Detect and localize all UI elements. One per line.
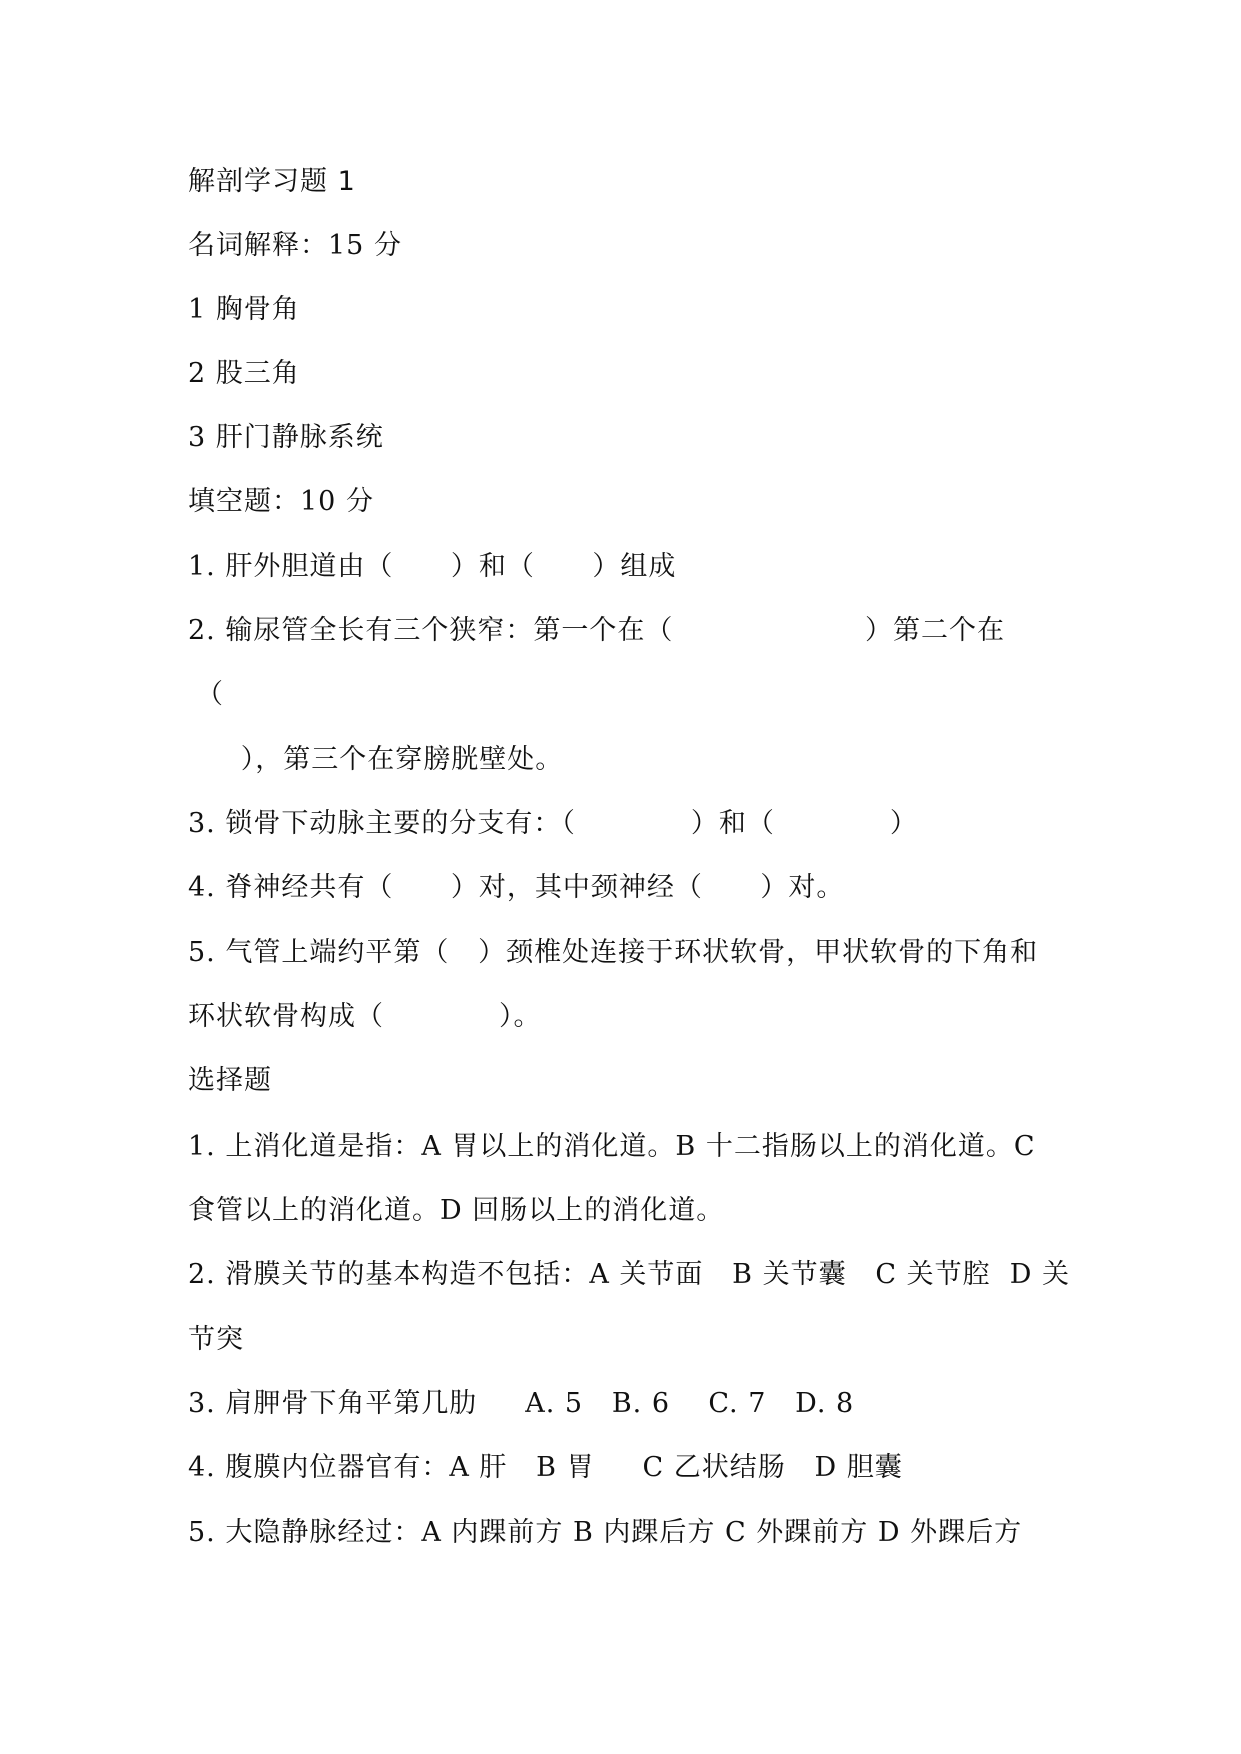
- choice-question-1-line-2: 食管以上的消化道。D 回肠以上的消化道。: [188, 1195, 725, 1226]
- fill-question-2-line-3: ），第三个在穿膀胱壁处。: [212, 744, 564, 775]
- fill-question-4: 4. 脊神经共有（ ）对，其中颈神经（ ）对。: [188, 872, 845, 903]
- term-item-2: 2 股三角: [188, 358, 300, 389]
- term-item-3: 3 肝门静脉系统: [188, 422, 384, 453]
- choice-question-4: 4. 腹膜内位器官有：A 肝 B 胃 C 乙状结肠 D 胆囊: [188, 1452, 903, 1483]
- choice-question-2-line-1: 2. 滑膜关节的基本构造不包括：A 关节面 B 关节囊 C 关节腔 D 关: [188, 1259, 1070, 1290]
- section-heading-choice: 选择题: [188, 1065, 272, 1096]
- fill-question-1: 1. 肝外胆道由（ ）和（ ）组成: [188, 551, 677, 582]
- choice-question-2-line-2: 节突: [188, 1324, 244, 1355]
- fill-question-5-line-2: 环状软骨构成（ ）。: [188, 1001, 542, 1032]
- choice-question-3: 3. 肩胛骨下角平第几肋 A. 5 B. 6 C. 7 D. 8: [188, 1388, 855, 1419]
- choice-question-5: 5. 大隐静脉经过：A 内踝前方 B 内踝后方 C 外踝前方 D 外踝后方: [188, 1517, 1023, 1548]
- document-title: 解剖学习题 1: [188, 166, 356, 197]
- fill-question-5-line-1: 5. 气管上端约平第（ ）颈椎处连接于环状软骨，甲状软骨的下角和: [188, 937, 1039, 968]
- section-heading-terms: 名词解释：15 分: [188, 230, 402, 261]
- fill-question-3: 3. 锁骨下动脉主要的分支有：（ ）和（ ）: [188, 808, 918, 839]
- fill-question-2-line-2: （: [196, 679, 224, 710]
- section-heading-fill: 填空题：10 分: [188, 486, 374, 517]
- fill-question-2-line-1: 2. 输尿管全长有三个狭窄：第一个在（ ）第二个在: [188, 615, 1005, 646]
- choice-question-1-line-1: 1. 上消化道是指：A 胃以上的消化道。B 十二指肠以上的消化道。C: [188, 1131, 1036, 1162]
- term-item-1: 1 胸骨角: [188, 294, 300, 325]
